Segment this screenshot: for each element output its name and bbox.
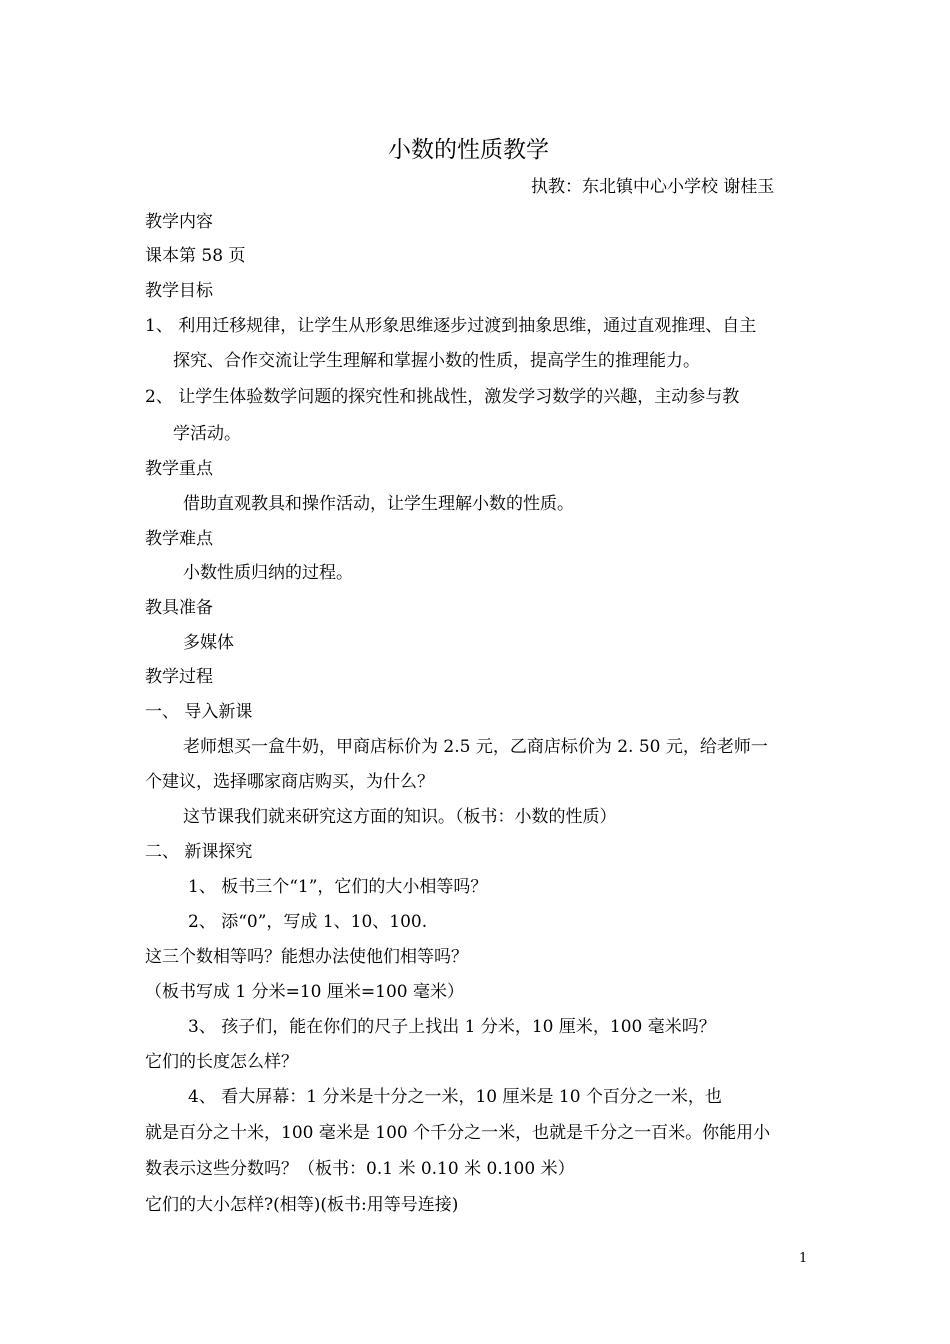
heading-teaching-goals: 教学目标 [145,281,213,301]
list-item: 1、 板书三个“1”，它们的大小相等吗？ [188,877,488,897]
section-heading: 二、 新课探究 [145,842,253,862]
text-line: 它们的长度怎么样？ [145,1052,298,1072]
page-number: 1 [799,1251,808,1266]
list-item: 2、 添“0”，写成 1、10、100. [188,912,428,932]
heading-key-point: 教学重点 [145,459,213,479]
author-line: 执教：东北镇中心小学校 谢桂玉 [531,177,775,197]
section-heading: 一、 导入新课 [145,702,253,722]
heading-process: 教学过程 [145,667,213,687]
text-line: 个建议，选择哪家商店购买，为什么？ [145,772,434,792]
text-line: 借助直观教具和操作活动，让学生理解小数的性质。 [183,494,574,514]
text-line: 探究、合作交流让学生理解和掌握小数的性质，提高学生的推理能力。 [173,351,700,371]
text-line: 数表示这些分数吗？（板书：0.1 米 0.10 米 0.100 米） [145,1159,575,1179]
list-item: 3、 孩子们，能在你们的尺子上找出 1 分米，10 厘米，100 毫米吗？ [188,1017,716,1037]
heading-materials: 教具准备 [145,598,213,618]
text-line: 小数性质归纳的过程。 [183,563,353,583]
text-line: 课本第 58 页 [145,246,246,266]
text-line: 这节课我们就来研究这方面的知识。（板书：小数的性质） [183,807,617,827]
text-line: 多媒体 [183,633,234,653]
text-line: 老师想买一盒牛奶，甲商店标价为 2.5 元，乙商店标价为 2. 50 元，给老师一 [183,737,768,757]
text-line: 它们的大小怎样?(相等)(板书:用等号连接) [145,1195,459,1215]
text-line: 这三个数相等吗？能想办法使他们相等吗？ [145,947,468,967]
document-title: 小数的性质教学 [388,137,549,163]
text-line: 2、 让学生体验数学问题的探究性和挑战性，激发学习数学的兴趣，主动参与教 [145,387,740,407]
text-line: 1、 利用迁移规律，让学生从形象思维逐步过渡到抽象思维，通过直观推理、自主 [145,316,757,336]
heading-difficulty: 教学难点 [145,529,213,549]
text-line: （板书写成 1 分米=10 厘米=100 毫米） [145,982,464,1002]
text-line: 学活动。 [173,424,241,444]
text-line: 就是百分之十米，100 毫米是 100 个千分之一米，也就是千分之一百米。你能用小 [145,1123,771,1143]
list-item: 4、 看大屏幕：1 分米是十分之一米，10 厘米是 10 个百分之一米，也 [188,1087,722,1107]
heading-teaching-content: 教学内容 [145,212,213,232]
